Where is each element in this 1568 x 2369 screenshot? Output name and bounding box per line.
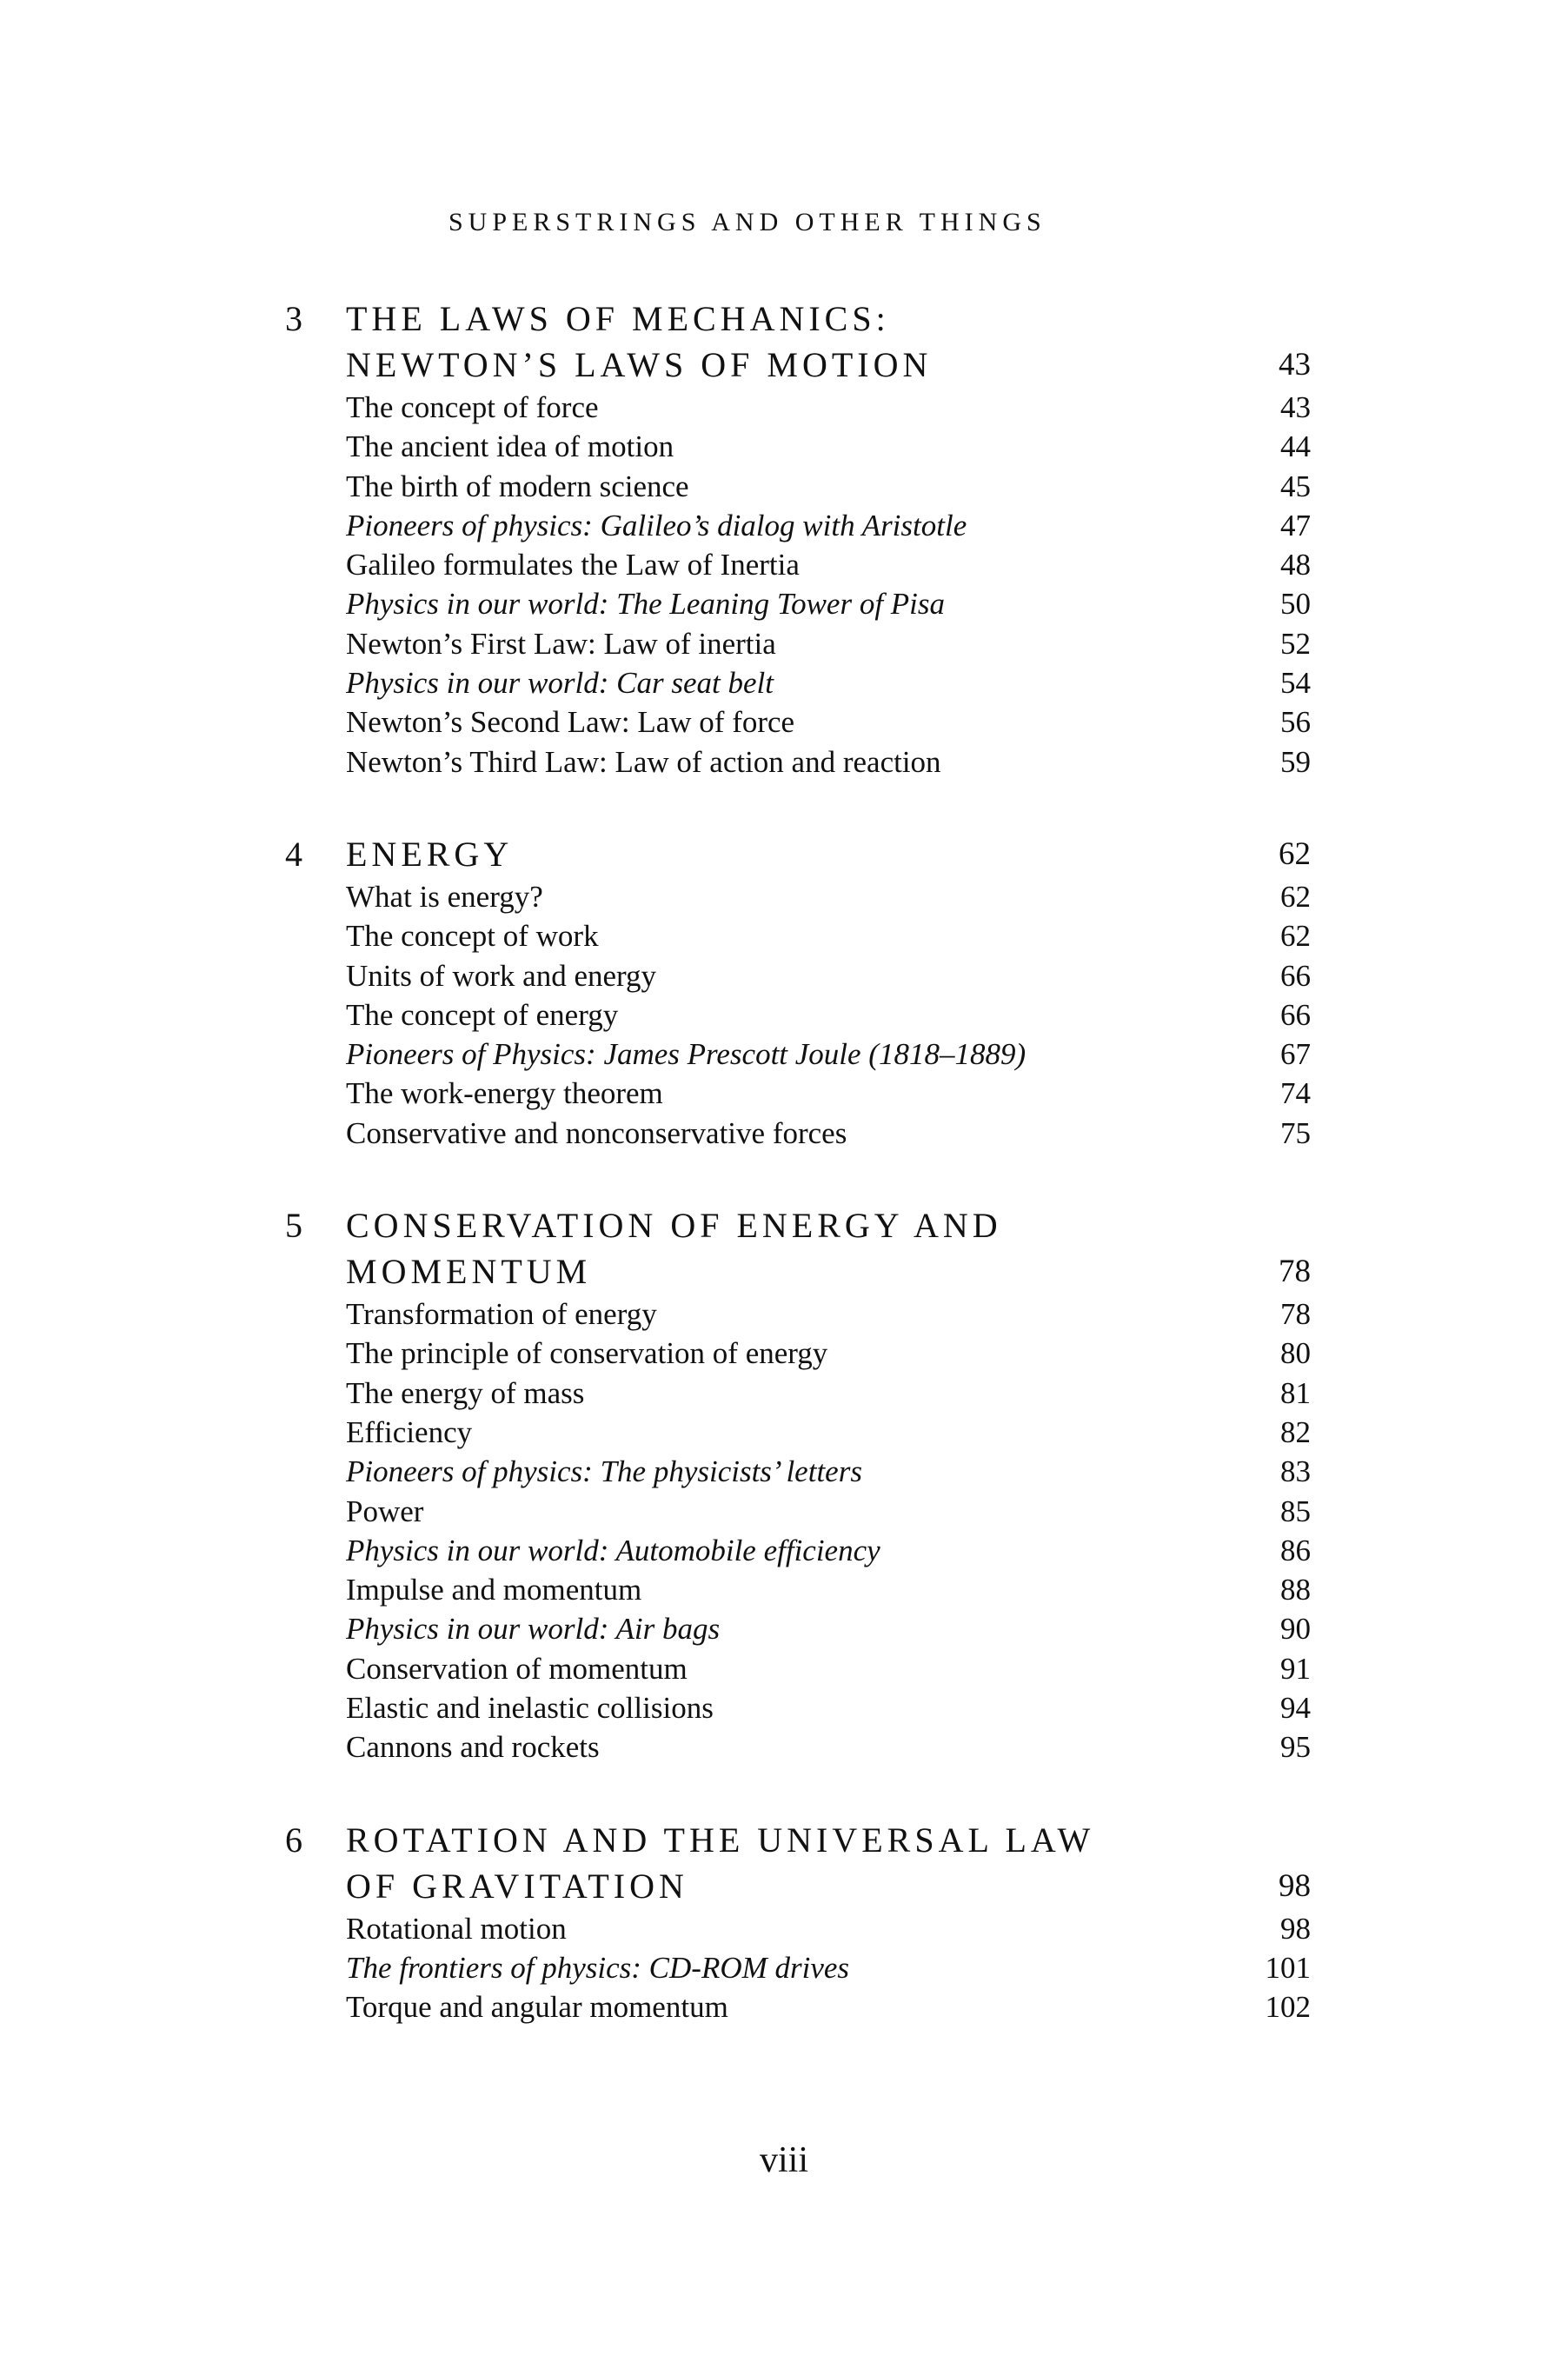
toc-entry-page-number: 91 <box>1280 1651 1311 1686</box>
toc-chapter-4 <box>0 831 1568 1153</box>
toc-entry-title: Torque and angular momentum <box>346 1990 728 2025</box>
toc-entry <box>0 1987 1568 2026</box>
toc-entry-title: Pioneers of physics: Galileo’s dialog with Aristotle <box>346 508 967 542</box>
chapter-number: 4 <box>285 834 302 874</box>
toc-entry-title: Conservation of momentum <box>346 1651 688 1686</box>
toc-entry-title: The ancient idea of motion <box>346 429 674 464</box>
toc-entry <box>0 427 1568 466</box>
chapter-number: 5 <box>285 1206 302 1246</box>
toc-entry <box>0 1294 1568 1334</box>
toc-entry <box>0 1948 1568 1987</box>
toc-entry <box>0 1492 1568 1531</box>
toc-entry-title: Pioneers of Physics: James Prescott Joule (1818–1889) <box>346 1037 1027 1072</box>
toc-entry-title: The concept of energy <box>346 997 619 1032</box>
chapter-heading-row <box>0 1202 1568 1248</box>
toc-entry-page-number: 101 <box>1265 1950 1311 1985</box>
chapter-heading-row <box>0 1863 1568 1909</box>
toc-entry-page-number: 88 <box>1280 1573 1311 1607</box>
chapter-heading-row <box>0 1817 1568 1863</box>
toc-entry-page-number: 82 <box>1280 1414 1311 1449</box>
toc-entry-title: The birth of modern science <box>346 469 689 503</box>
toc-entry-page-number: 54 <box>1280 666 1311 701</box>
table-of-contents <box>0 296 1568 2077</box>
toc-entry-page-number: 52 <box>1280 626 1311 661</box>
chapter-page-number: 43 <box>1279 347 1311 383</box>
toc-entry-page-number: 95 <box>1280 1730 1311 1765</box>
page-number-folio: viii <box>759 2140 808 2180</box>
toc-entry-title: Newton’s Third Law: Law of action and reaction <box>346 744 941 779</box>
toc-entry-page-number: 74 <box>1280 1076 1311 1111</box>
toc-entry-title: Efficiency <box>346 1414 473 1449</box>
toc-entry-title: Rotational motion <box>346 1911 567 1946</box>
toc-entry-title: Impulse and momentum <box>346 1573 642 1607</box>
toc-entry-title: Newton’s Second Law: Law of force <box>346 705 795 740</box>
toc-entry-page-number: 50 <box>1280 587 1311 622</box>
toc-entry <box>0 1374 1568 1413</box>
toc-entry <box>0 1909 1568 1948</box>
toc-entry-page-number: 66 <box>1280 958 1311 993</box>
chapter-page-number: 78 <box>1279 1254 1311 1290</box>
toc-entry-page-number: 66 <box>1280 997 1311 1032</box>
toc-chapter-3 <box>0 296 1568 782</box>
toc-entry <box>0 742 1568 782</box>
toc-entry-title: Physics in our world: Air bags <box>346 1612 721 1647</box>
chapter-page-number: 98 <box>1279 1867 1311 1904</box>
toc-entry <box>0 1570 1568 1609</box>
chapter-title: THE LAWS OF MECHANICS: <box>346 299 890 338</box>
chapter-title: OF GRAVITATION <box>346 1866 688 1906</box>
toc-entry-title: What is energy? <box>346 879 543 914</box>
toc-entry <box>0 663 1568 702</box>
toc-entry-page-number: 98 <box>1280 1911 1311 1946</box>
toc-entry-title: Physics in our world: Automobile efficiency <box>346 1533 880 1567</box>
toc-entry-page-number: 81 <box>1280 1375 1311 1410</box>
toc-entry-page-number: 44 <box>1280 429 1311 464</box>
toc-entry-title: The principle of conservation of energy <box>346 1336 828 1371</box>
toc-entry-page-number: 62 <box>1280 919 1311 954</box>
toc-entry <box>0 956 1568 995</box>
toc-entry-page-number: 75 <box>1280 1115 1311 1150</box>
toc-entry-page-number: 85 <box>1280 1494 1311 1528</box>
chapter-number: 3 <box>285 299 302 338</box>
toc-entry-page-number: 83 <box>1280 1454 1311 1489</box>
toc-entry-page-number: 102 <box>1265 1990 1311 2025</box>
chapter-number: 6 <box>285 1820 302 1860</box>
toc-entry-page-number: 48 <box>1280 548 1311 582</box>
toc-entry-title: Newton’s First Law: Law of inertia <box>346 626 776 661</box>
toc-entry <box>0 467 1568 506</box>
toc-entry <box>0 1035 1568 1074</box>
toc-entry-page-number: 94 <box>1280 1691 1311 1726</box>
toc-entry-title: The energy of mass <box>346 1375 585 1410</box>
chapter-title: MOMENTUM <box>346 1252 592 1292</box>
toc-entry-page-number: 59 <box>1280 744 1311 779</box>
toc-entry-page-number: 80 <box>1280 1336 1311 1371</box>
toc-entry <box>0 1531 1568 1570</box>
toc-entry <box>0 388 1568 427</box>
toc-entry-page-number: 90 <box>1280 1612 1311 1647</box>
toc-entry-title: Power <box>346 1494 424 1528</box>
toc-entry-page-number: 67 <box>1280 1037 1311 1072</box>
toc-entry <box>0 1413 1568 1452</box>
toc-entry-title: Transformation of energy <box>346 1297 657 1332</box>
chapter-title: ENERGY <box>346 834 514 874</box>
toc-entry <box>0 1334 1568 1373</box>
toc-entry-page-number: 45 <box>1280 469 1311 503</box>
toc-entry <box>0 995 1568 1035</box>
chapter-heading-row <box>0 296 1568 342</box>
toc-entry-title: Physics in our world: The Leaning Tower of Pisa <box>346 587 946 622</box>
chapter-title: NEWTON’S LAWS OF MOTION <box>346 345 933 384</box>
toc-entry <box>0 1649 1568 1688</box>
toc-entry-title: Physics in our world: Car seat belt <box>346 666 774 701</box>
toc-entry-page-number: 43 <box>1280 390 1311 424</box>
chapter-heading-row <box>0 1248 1568 1294</box>
toc-entry-title: Conservative and nonconservative forces <box>346 1115 847 1150</box>
toc-entry-title: The concept of force <box>346 390 599 424</box>
toc-entry-title: Elastic and inelastic collisions <box>346 1691 714 1726</box>
toc-entry-title: The work-energy theorem <box>346 1076 663 1111</box>
toc-entry <box>0 545 1568 584</box>
toc-entry-title: Pioneers of physics: The physicists’ letters <box>346 1454 862 1489</box>
toc-chapter-6 <box>0 1817 1568 2027</box>
toc-entry <box>0 1114 1568 1153</box>
toc-entry <box>0 916 1568 955</box>
toc-entry-title: Galileo formulates the Law of Inertia <box>346 548 800 582</box>
chapter-heading-row <box>0 831 1568 877</box>
toc-entry-page-number: 47 <box>1280 508 1311 542</box>
toc-entry-title: The concept of work <box>346 919 599 954</box>
toc-entry-page-number: 56 <box>1280 705 1311 740</box>
toc-entry-title: Cannons and rockets <box>346 1730 600 1765</box>
chapter-heading-row <box>0 342 1568 388</box>
toc-entry-title: The frontiers of physics: CD-ROM drives <box>346 1950 850 1985</box>
toc-entry <box>0 1688 1568 1727</box>
toc-entry-page-number: 78 <box>1280 1297 1311 1332</box>
toc-entry-title: Units of work and energy <box>346 958 657 993</box>
toc-entry <box>0 506 1568 545</box>
chapter-title: ROTATION AND THE UNIVERSAL LAW <box>346 1820 1095 1860</box>
toc-entry <box>0 624 1568 663</box>
running-head: SUPERSTRINGS AND OTHER THINGS <box>448 208 1046 236</box>
toc-entry <box>0 1727 1568 1767</box>
chapter-title: CONSERVATION OF ENERGY AND <box>346 1206 1002 1246</box>
toc-chapter-5 <box>0 1202 1568 1767</box>
toc-entry <box>0 1074 1568 1113</box>
toc-entry <box>0 1609 1568 1648</box>
toc-entry-page-number: 62 <box>1280 879 1311 914</box>
toc-entry <box>0 702 1568 742</box>
toc-entry <box>0 877 1568 916</box>
toc-entry <box>0 1452 1568 1491</box>
toc-entry-page-number: 86 <box>1280 1533 1311 1567</box>
toc-entry <box>0 584 1568 623</box>
chapter-page-number: 62 <box>1279 835 1311 872</box>
